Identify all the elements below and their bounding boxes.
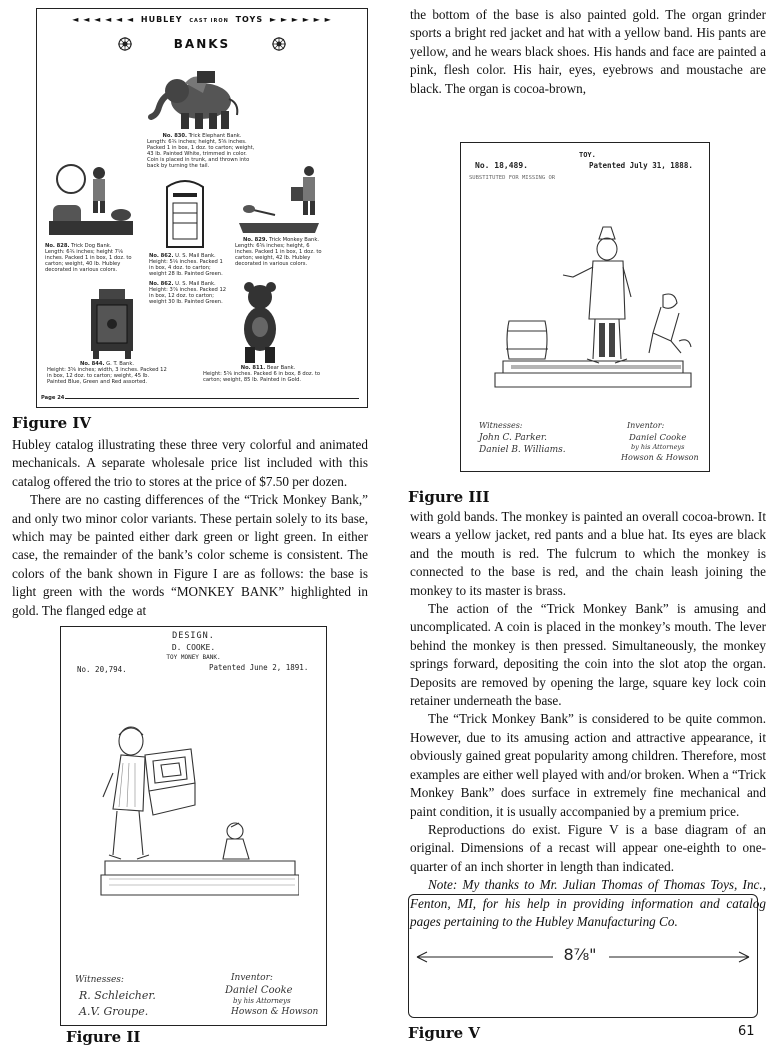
fig3-witnesses-label: Witnesses: <box>479 421 523 430</box>
catalog-item-no: No. 811. <box>240 365 266 371</box>
patent-inventor-name: D. COOKE. <box>171 643 216 652</box>
fig2-witness-2: A.V. Groupe. <box>79 1005 149 1018</box>
fig3-inventor-label: Inventor: <box>627 421 665 430</box>
us-mail-bank-illustration <box>165 175 205 251</box>
catalog-page-ref: Page 24 <box>41 395 65 401</box>
catalog-item-no: No. 844. <box>80 361 105 367</box>
right-paragraph-3: The “Trick Monkey Bank” is considered to be quite common. However, due to its amusing action and attractive appearance, it obviously gained great popularity among children. Therefore, most examples are either well played with and/or broken. When a “Trick Monkey Bank” does surface in extremely fine mechanical and paint condition, it is usually accompanied by a premium price. <box>410 711 766 819</box>
right-paragraph-4: Reproductions do exist. Figure V is a base diagram of an original. Dimensions of a recast will appear one-eighth to one-quarter of an inch shorter in length than indicated. <box>410 821 766 874</box>
catalog-item-829 <box>235 237 327 267</box>
catalog-item-811 <box>203 365 333 383</box>
trick-dog-bank-illustration <box>47 159 135 241</box>
page-number: 61 <box>738 1024 755 1039</box>
fig3-patent-date: Patented July 31, 1888. <box>589 161 693 170</box>
catalog-header-left-arrows: ◄ ◄ ◄ ◄ ◄ ◄ <box>72 15 135 24</box>
fig2-witness-1: R. Schleicher. <box>79 989 156 1002</box>
fig3-witness-2: Daniel B. Williams. <box>479 445 566 455</box>
catalog-item-text: Height: 3⅝ inches; width, 3 inches. Packed 12 in box, 12 doz. to carton; weight, 45 lb. Painted Blue, Green and Red assorted. <box>47 367 167 385</box>
catalog-item-name: Trick Monkey Bank. <box>269 237 319 243</box>
left-paragraph-1: Hubley catalog illustrating these three very colorful and animated mechanicals. A separate wholesale price list included with this catalog offered the trio to stores at the price of $7.50 per dozen. <box>12 437 368 489</box>
fig3-patent-number: No. 18,489. <box>475 161 528 170</box>
catalog-item-no: No. 862. <box>149 281 174 287</box>
right-top-paragraph: the bottom of the base is also painted gold. The organ grinder sports a bright red jacket and hat with a yellow band. His pants are yellow, and he wears black shoes. His hands and face are painted a pink, flesh color. His hair, eyes, eyebrows and moustache are black. The organ is cocoa-brown, <box>410 7 766 96</box>
catalog-ornament-right-icon <box>271 36 287 52</box>
fig2-inventor-signature: Daniel Cooke <box>225 985 293 996</box>
catalog-footer-rule <box>65 398 359 399</box>
catalog-item-name: U. S. Mail Bank. <box>175 253 216 259</box>
figure-iii-patent <box>460 142 710 472</box>
patent-date: Patented June 2, 1891. <box>209 663 309 672</box>
right-paragraph-2: The action of the “Trick Monkey Bank” is amusing and uncomplicated. A coin is placed in the monkey’s mouth. The lever behind the monkey is then pressed. Simultaneously, the monkey springs forward, depositing the coin into the slot atop the organ. Deposits are removed by opening the large, square key lock coin retainer underneath the base. <box>410 601 766 709</box>
fig2-witnesses-label: Witnesses: <box>75 975 124 985</box>
catalog-ornament-left-icon <box>117 36 133 52</box>
fig2-inventor-label: Inventor: <box>231 973 273 983</box>
catalog-item-text: Length: 6⅝ inches; height, 6 inches. Packed 1 in box, 1 doz. to carton; weight, 42 lb. Hubley decorated in various colors. <box>235 243 322 267</box>
catalog-item-no: No. 830. <box>162 133 187 139</box>
catalog-item-no: No. 828. <box>45 243 70 249</box>
catalog-item-862a <box>149 253 229 277</box>
fig3-toy-heading: TOY. <box>579 151 596 159</box>
right-column-text <box>410 508 766 931</box>
patent-subtitle: TOY MONEY BANK. <box>166 654 221 661</box>
figure-iv-label: Figure IV <box>12 414 92 432</box>
catalog-item-text: Height: 5⅝ inches. Packed 6 in box, 8 doz. to carton; weight, 85 lb. Painted in Gold. <box>203 371 321 383</box>
elephant-bank-illustration <box>145 63 245 133</box>
gt-bank-safe-illustration <box>89 289 135 361</box>
figure-ii-label: Figure II <box>66 1028 141 1046</box>
catalog-title <box>37 37 367 51</box>
fig3-inventor-signature: Daniel Cooke <box>629 433 687 443</box>
catalog-header <box>37 15 367 24</box>
figure-v-base-diagram <box>408 894 758 1018</box>
catalog-item-name: Trick Dog Bank. <box>71 243 112 249</box>
dimension-label: 8⅞" <box>563 945 597 964</box>
catalog-title-text: BANKS <box>173 37 231 51</box>
design-heading: DESIGN. <box>172 631 215 641</box>
catalog-header-right-arrows: ► ► ► ► ► ► <box>269 15 332 24</box>
bear-bank-illustration <box>237 279 283 365</box>
catalog-item-text: Height: 3⅞ inches. Packed 12 in box, 12 doz. to carton; weight 30 lb. Painted Green. <box>149 287 227 305</box>
acknowledgement-note: Note: My thanks to Mr. Julian Thomas of Thomas Toys, Inc., Fenton, MI, for his help in providing information and catalog pages pertaining to the Hubley Manufacturing Co. <box>410 877 766 929</box>
catalog-item-844 <box>47 361 167 385</box>
catalog-item-text: Height: 5⅛ inches. Packed 1 in box, 4 doz. to carton; weight 28 lb. Painted Green. <box>149 259 223 277</box>
fig3-stamp: SUBSTITUTED FOR MISSING OR <box>469 175 556 181</box>
left-paragraph-2: There are no casting differences of the “Trick Monkey Bank,” and only two minor color variants. These pertain solely to its base, which may be painted either dark green or light green. In either case, the remainder of the bank’s color scheme is consistent. The colors of the bank shown in Figure I are as follows: the base is light green with the words “MONKEY BANK” highlighted in gold. The flanged edge at <box>12 492 368 618</box>
organ-grinder-patent-drawing <box>99 719 299 899</box>
catalog-item-828 <box>45 243 140 273</box>
catalog-item-862b <box>149 281 229 305</box>
figure-ii-patent <box>60 626 327 1026</box>
left-column-text <box>12 436 368 620</box>
fig2-attorneys: by his Attorneys <box>233 997 291 1005</box>
right-paragraph-1: with gold bands. The monkey is painted an overall cocoa-brown. It wears a yellow jacket, red pants and a blue hat. Its eyes are black and the mouth is red. The fulcrum to which the monkey is connected to the base is red, and the chain leash joining the monkey to its master is brass. <box>410 509 766 598</box>
right-top-text <box>410 6 766 98</box>
fig3-attorney-signature: Howson & Howson <box>621 453 699 462</box>
catalog-item-text: Length: 6¾ inches; height 7⅛ inches. Packed 1 in box, 1 doz. to carton; weight, 40 lb. Hubley decorated in various colors. <box>45 249 132 273</box>
catalog-item-name: G. T. Bank. <box>106 361 134 367</box>
trick-monkey-bank-illustration <box>235 159 323 237</box>
catalog-brand-sub: CAST IRON <box>189 18 229 24</box>
catalog-item-no: No. 862. <box>149 253 174 259</box>
fig3-witness-1: John C. Parker. <box>479 433 548 443</box>
figure-iv-catalog <box>36 8 368 408</box>
catalog-brand-toys: TOYS <box>235 15 264 24</box>
fig3-attorneys: by his Attorneys <box>631 443 685 451</box>
catalog-item-name: Bear Bank. <box>266 365 296 371</box>
catalog-item-name: U. S. Mail Bank. <box>175 281 216 287</box>
catalog-item-name: Trick Elephant Bank. <box>188 133 242 139</box>
fig2-attorney-signature: Howson & Howson <box>231 1007 319 1017</box>
monkey-bank-patent-drawing <box>485 223 695 393</box>
catalog-item-no: No. 829. <box>243 237 268 243</box>
figure-iii-label: Figure III <box>408 488 490 506</box>
figure-v-label: Figure V <box>408 1024 481 1042</box>
catalog-brand: HUBLEY <box>140 15 183 24</box>
catalog-item-text: Length: 6¾ inches; height, 5⅝ inches. Packed 1 in box, 1 doz. to carton; weight, 43 lb. Painted White, trimmed in color. Coin is placed in trunk, and thrown into back by turning the tail. <box>147 139 255 169</box>
patent-number: No. 20,794. <box>77 665 127 674</box>
